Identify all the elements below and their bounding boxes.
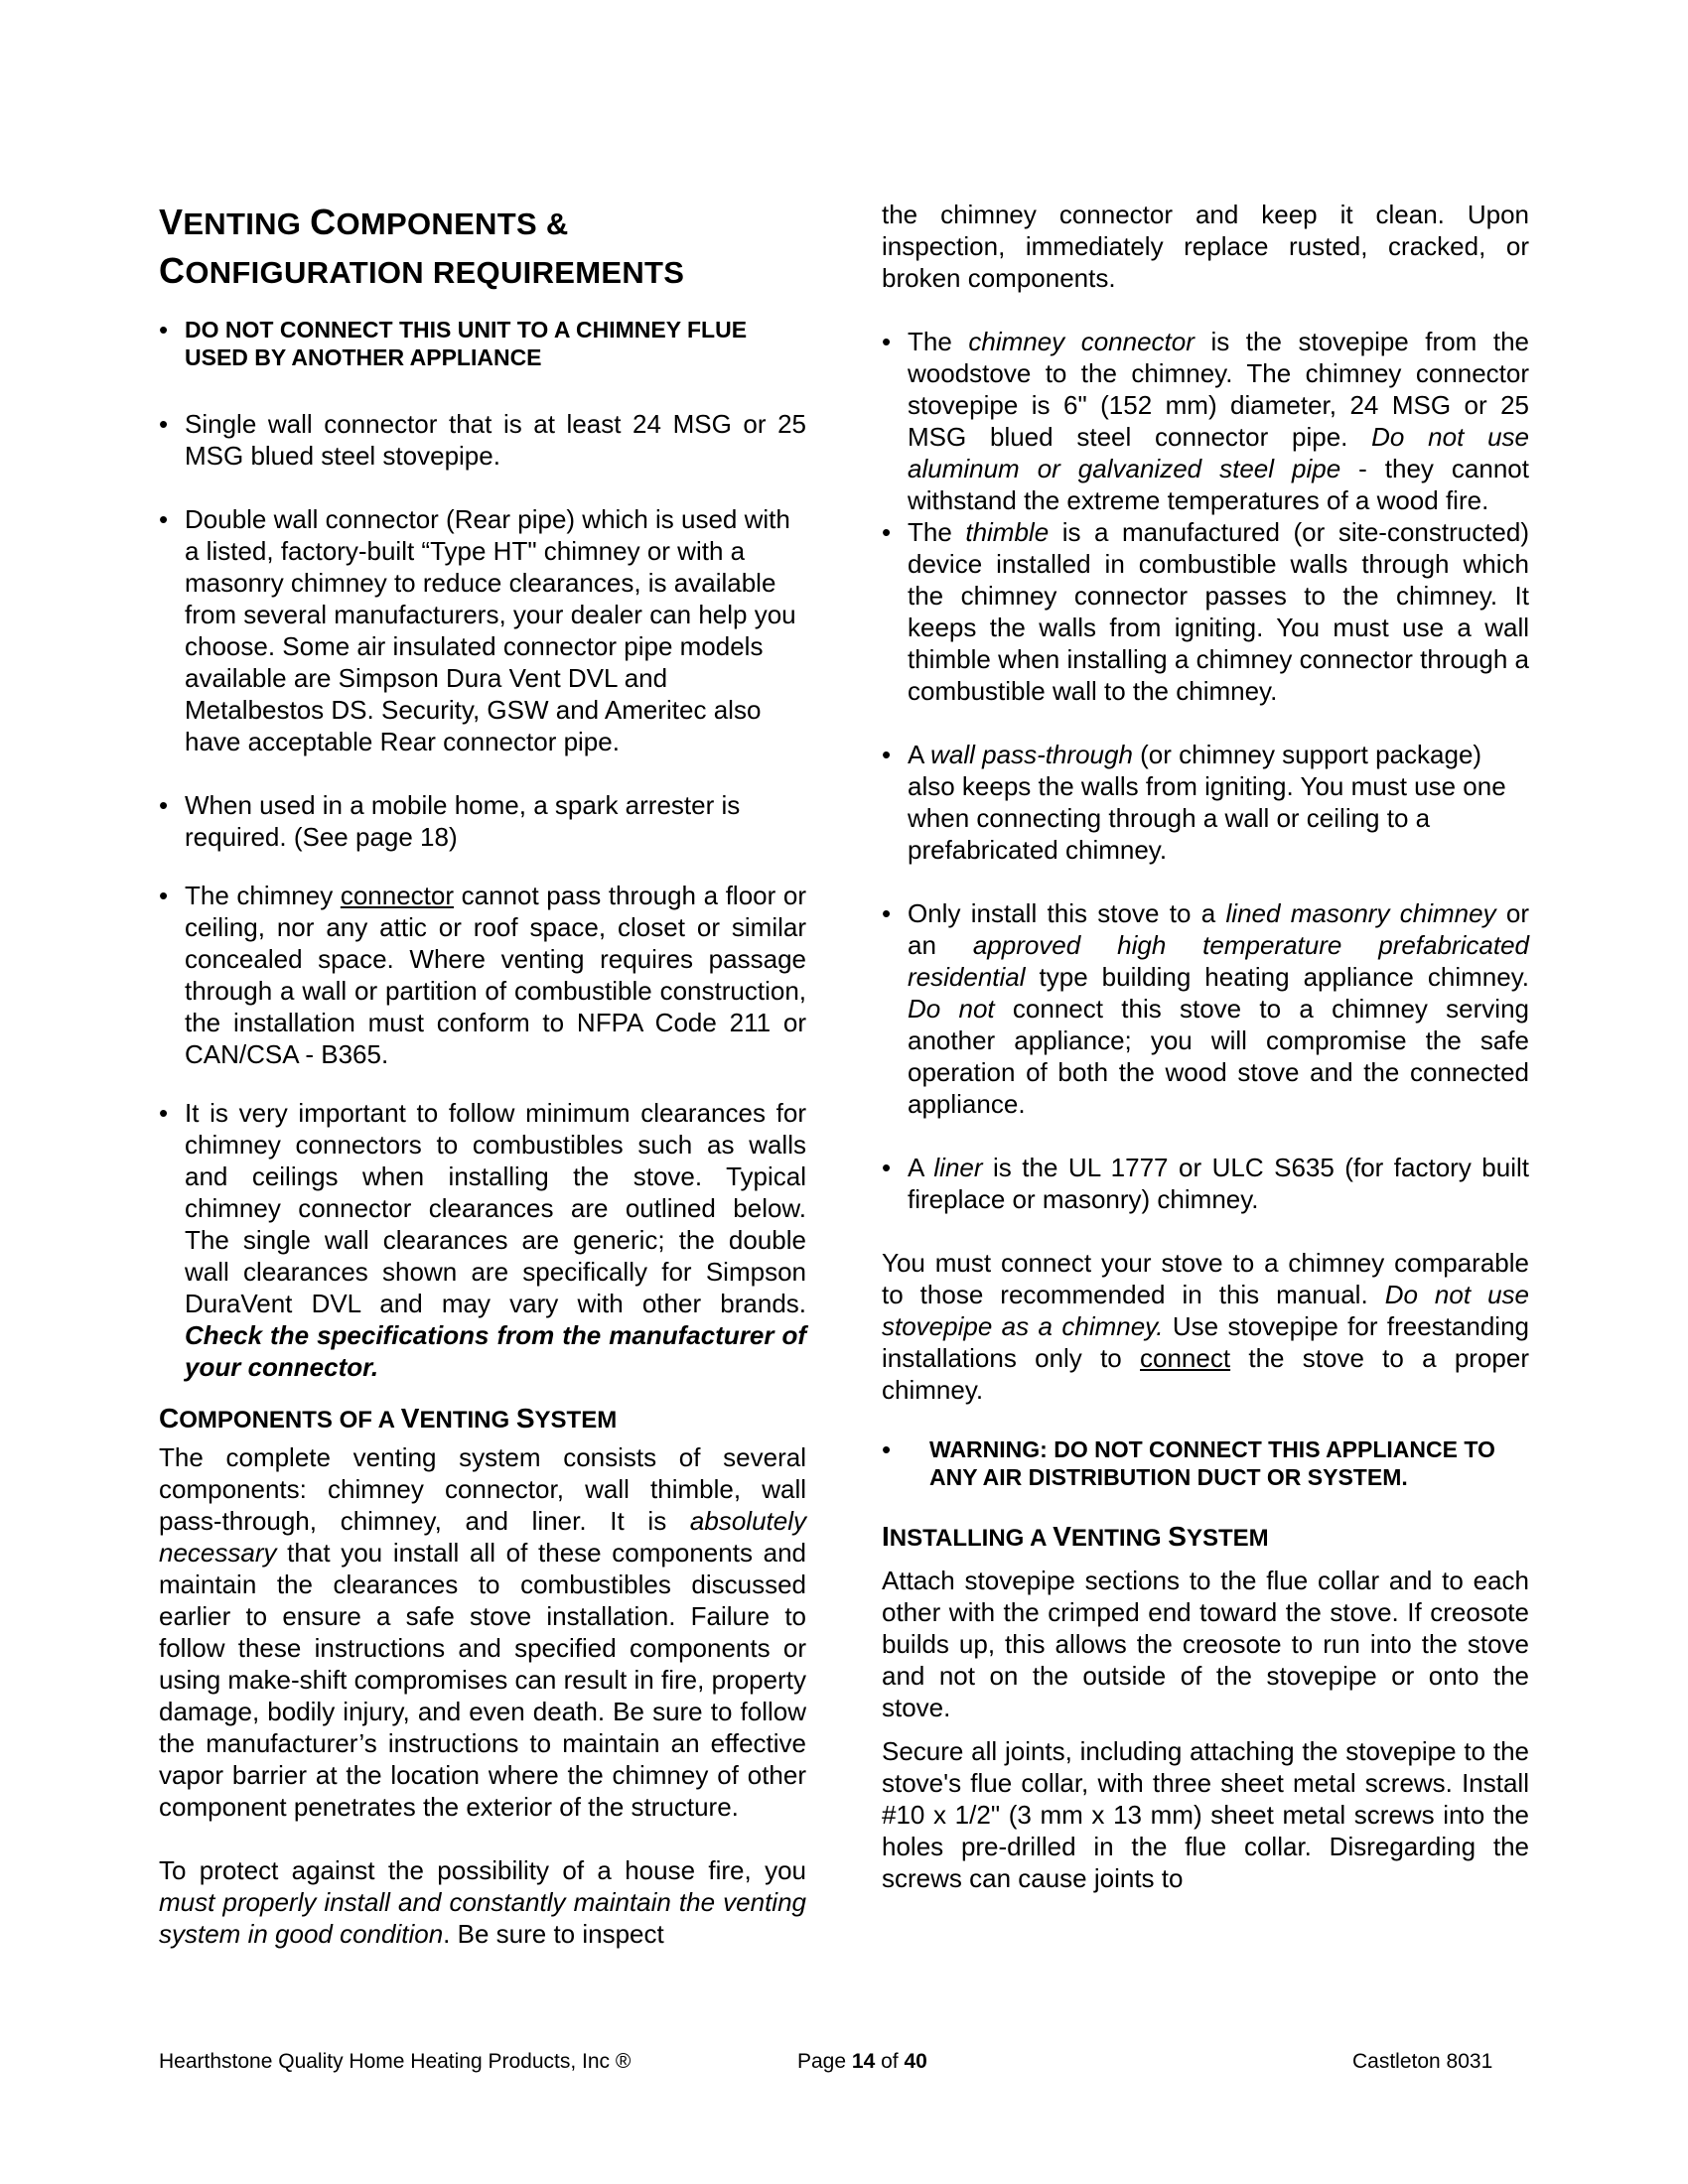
footer-company: Hearthstone Quality Home Heating Products, Inc ® — [159, 2050, 632, 2073]
paragraph: Attach stovepipe sections to the flue collar and to each other with the crimped end toward the stove. If creosote builds up, this allows the creosote to run into the stove and not on the outside of the stovepipe or onto the stove. — [882, 1566, 1529, 1722]
list-item: • A liner is the UL 1777 or ULC S635 (for factory built fireplace or masonry) chimney. — [882, 1153, 1530, 1214]
list-item: • The chimney connector is the stovepipe from the woodstove to the chimney. The chimney connector stovepipe is 6" (152 mm) diameter, 24 MSG or 25 MSG blued steel connector pipe. Do not use aluminum or galvanized steel pipe - they cannot withstand the extreme temperatures of a wood fire. — [882, 327, 1529, 515]
list-item: • Double wall connector (Rear pipe) which is used with a listed, factory-built “Type HT" chimney or with a masonry chimney to reduce clearances, is available from several manufacturers, your dealer can help you choose. Some air insulated connector pipe models available are Simpson Dura Vent DVL and Metalbestos DS. Security, GSW and Ameritec also have acceptable Rear connector pipe. — [159, 504, 796, 756]
bullet-icon: • — [159, 1098, 169, 1128]
list-item: • Single wall connector that is at least 24 MSG or 25 MSG blued steel stovepipe. — [159, 409, 806, 471]
bullet-icon: • — [882, 327, 892, 356]
paragraph: The complete venting system consists of several components: chimney connector, wall thimble, wall pass-through, chimney, and liner. It is absolutely necessary that you install all of these components and maintain the clearances to combustibles discussed earlier to ensure a safe stove installation. Failure to follow these instructions and specified components or using make-shift compromises can result in fire, property damage, bodily injury, and even death. Be sure to follow the manufacturer’s instructions to maintain an effective vapor barrier at the location where the chimney of other component penetrates the exterior of the structure. — [159, 1442, 806, 1822]
section-heading: VENTING COMPONENTS & CONFIGURATION REQUIREMENTS — [159, 202, 685, 291]
left-column — [159, 199, 806, 1950]
list-item: • It is very important to follow minimum clearances for chimney connectors to combustibles such as walls and ceilings when installing the stove. Typical chimney connector clearances are outlined below. The single wall clearances are generic; the double wall clearances shown are specifically for Simpson DuraVent DVL and may vary with other brands. Check the specifications from the manufacturer of your connector. — [159, 1098, 806, 1382]
paragraph: You must connect your stove to a chimney comparable to those recommended in this manual. Do not use stovepipe as a chimney. Use stovepipe for freestanding installations only to connect the stove to a proper chimney. — [882, 1248, 1530, 1405]
bullet-icon: • — [882, 1153, 892, 1182]
underlined-term: connect — [1140, 1343, 1231, 1373]
bullet-icon: • — [159, 504, 169, 534]
list-item: • When used in a mobile home, a spark arrester is required. (See page 18) — [159, 790, 741, 852]
warning-item: • WARNING: DO NOT CONNECT THIS APPLIANCE TO ANY AIR DISTRIBUTION DUCT OR SYSTEM. — [882, 1434, 1495, 1490]
bullet-icon: • — [159, 409, 169, 439]
emphasis-text: Check the specifications from the manufacturer of your connector. — [185, 1320, 806, 1382]
list-item: • The chimney connector cannot pass through a floor or ceiling, nor any attic or roof space, closet or similar concealed space. Where venting requires passage through a wall or partition of combustible construction, the installation must conform to NFPA Code 211 or CAN/CSA - B365. — [159, 881, 806, 1069]
components-list — [882, 326, 1529, 1215]
bullet-icon: • — [159, 881, 169, 910]
bullet-icon: • — [882, 740, 892, 769]
underlined-term: connector — [340, 881, 455, 910]
subsection-heading: INSTALLING A VENTING SYSTEM — [882, 1521, 1269, 1552]
bullet-icon: • — [159, 790, 169, 820]
paragraph: Secure all joints, including attaching the stovepipe to the stove's flue collar, with three sheet metal screws. Install #10 x 1/2" (3 mm x 13 mm) sheet metal screws into the holes pre-drilled in the flue collar. Disregarding the screws can cause joints to — [882, 1736, 1529, 1893]
right-column — [882, 199, 1529, 1894]
list-item: • DO NOT CONNECT THIS UNIT TO A CHIMNEY FLUE USED BY ANOTHER APPLIANCE — [159, 315, 748, 370]
bullet-icon: • — [882, 517, 892, 547]
footer-model: Castleton 8031 — [1352, 2050, 1493, 2073]
list-item: • A wall pass-through (or chimney support package) also keeps the walls from igniting. You must use one when connecting through a wall or ceiling to a prefabricated chimney. — [882, 740, 1506, 865]
list-item: • The thimble is a manufactured (or site-constructed) device installed in combustible walls through which the chimney connector passes to the chimney. It keeps the walls from igniting. You must use a wall thimble when installing a chimney connector through a combustible wall to the chimney. — [882, 517, 1530, 706]
bullet-icon: • — [882, 1434, 892, 1464]
subsection-heading: COMPONENTS OF A VENTING SYSTEM — [159, 1403, 618, 1433]
paragraph: To protect against the possibility of a house fire, you must properly install and constantly maintain the venting system in good condition. Be sure to inspect — [159, 1855, 806, 1949]
footer-page-number: Page 14 of 40 — [797, 2050, 927, 2073]
bullet-icon: • — [882, 898, 892, 928]
warning-list — [882, 1435, 1529, 1491]
list-item: • Only install this stove to a lined masonry chimney or an approved high temperature prefabricated residential type building heating appliance chimney. Do not connect this stove to a chimney serving another appliance; you will compromise the safe operation of both the wood stove and the connected appliance. — [882, 898, 1530, 1119]
bullet-icon: • — [159, 315, 169, 344]
paragraph: the chimney connector and keep it clean. Upon inspection, immediately replace rusted, cracked, or broken components. — [882, 200, 1529, 293]
requirements-list — [159, 316, 806, 1383]
